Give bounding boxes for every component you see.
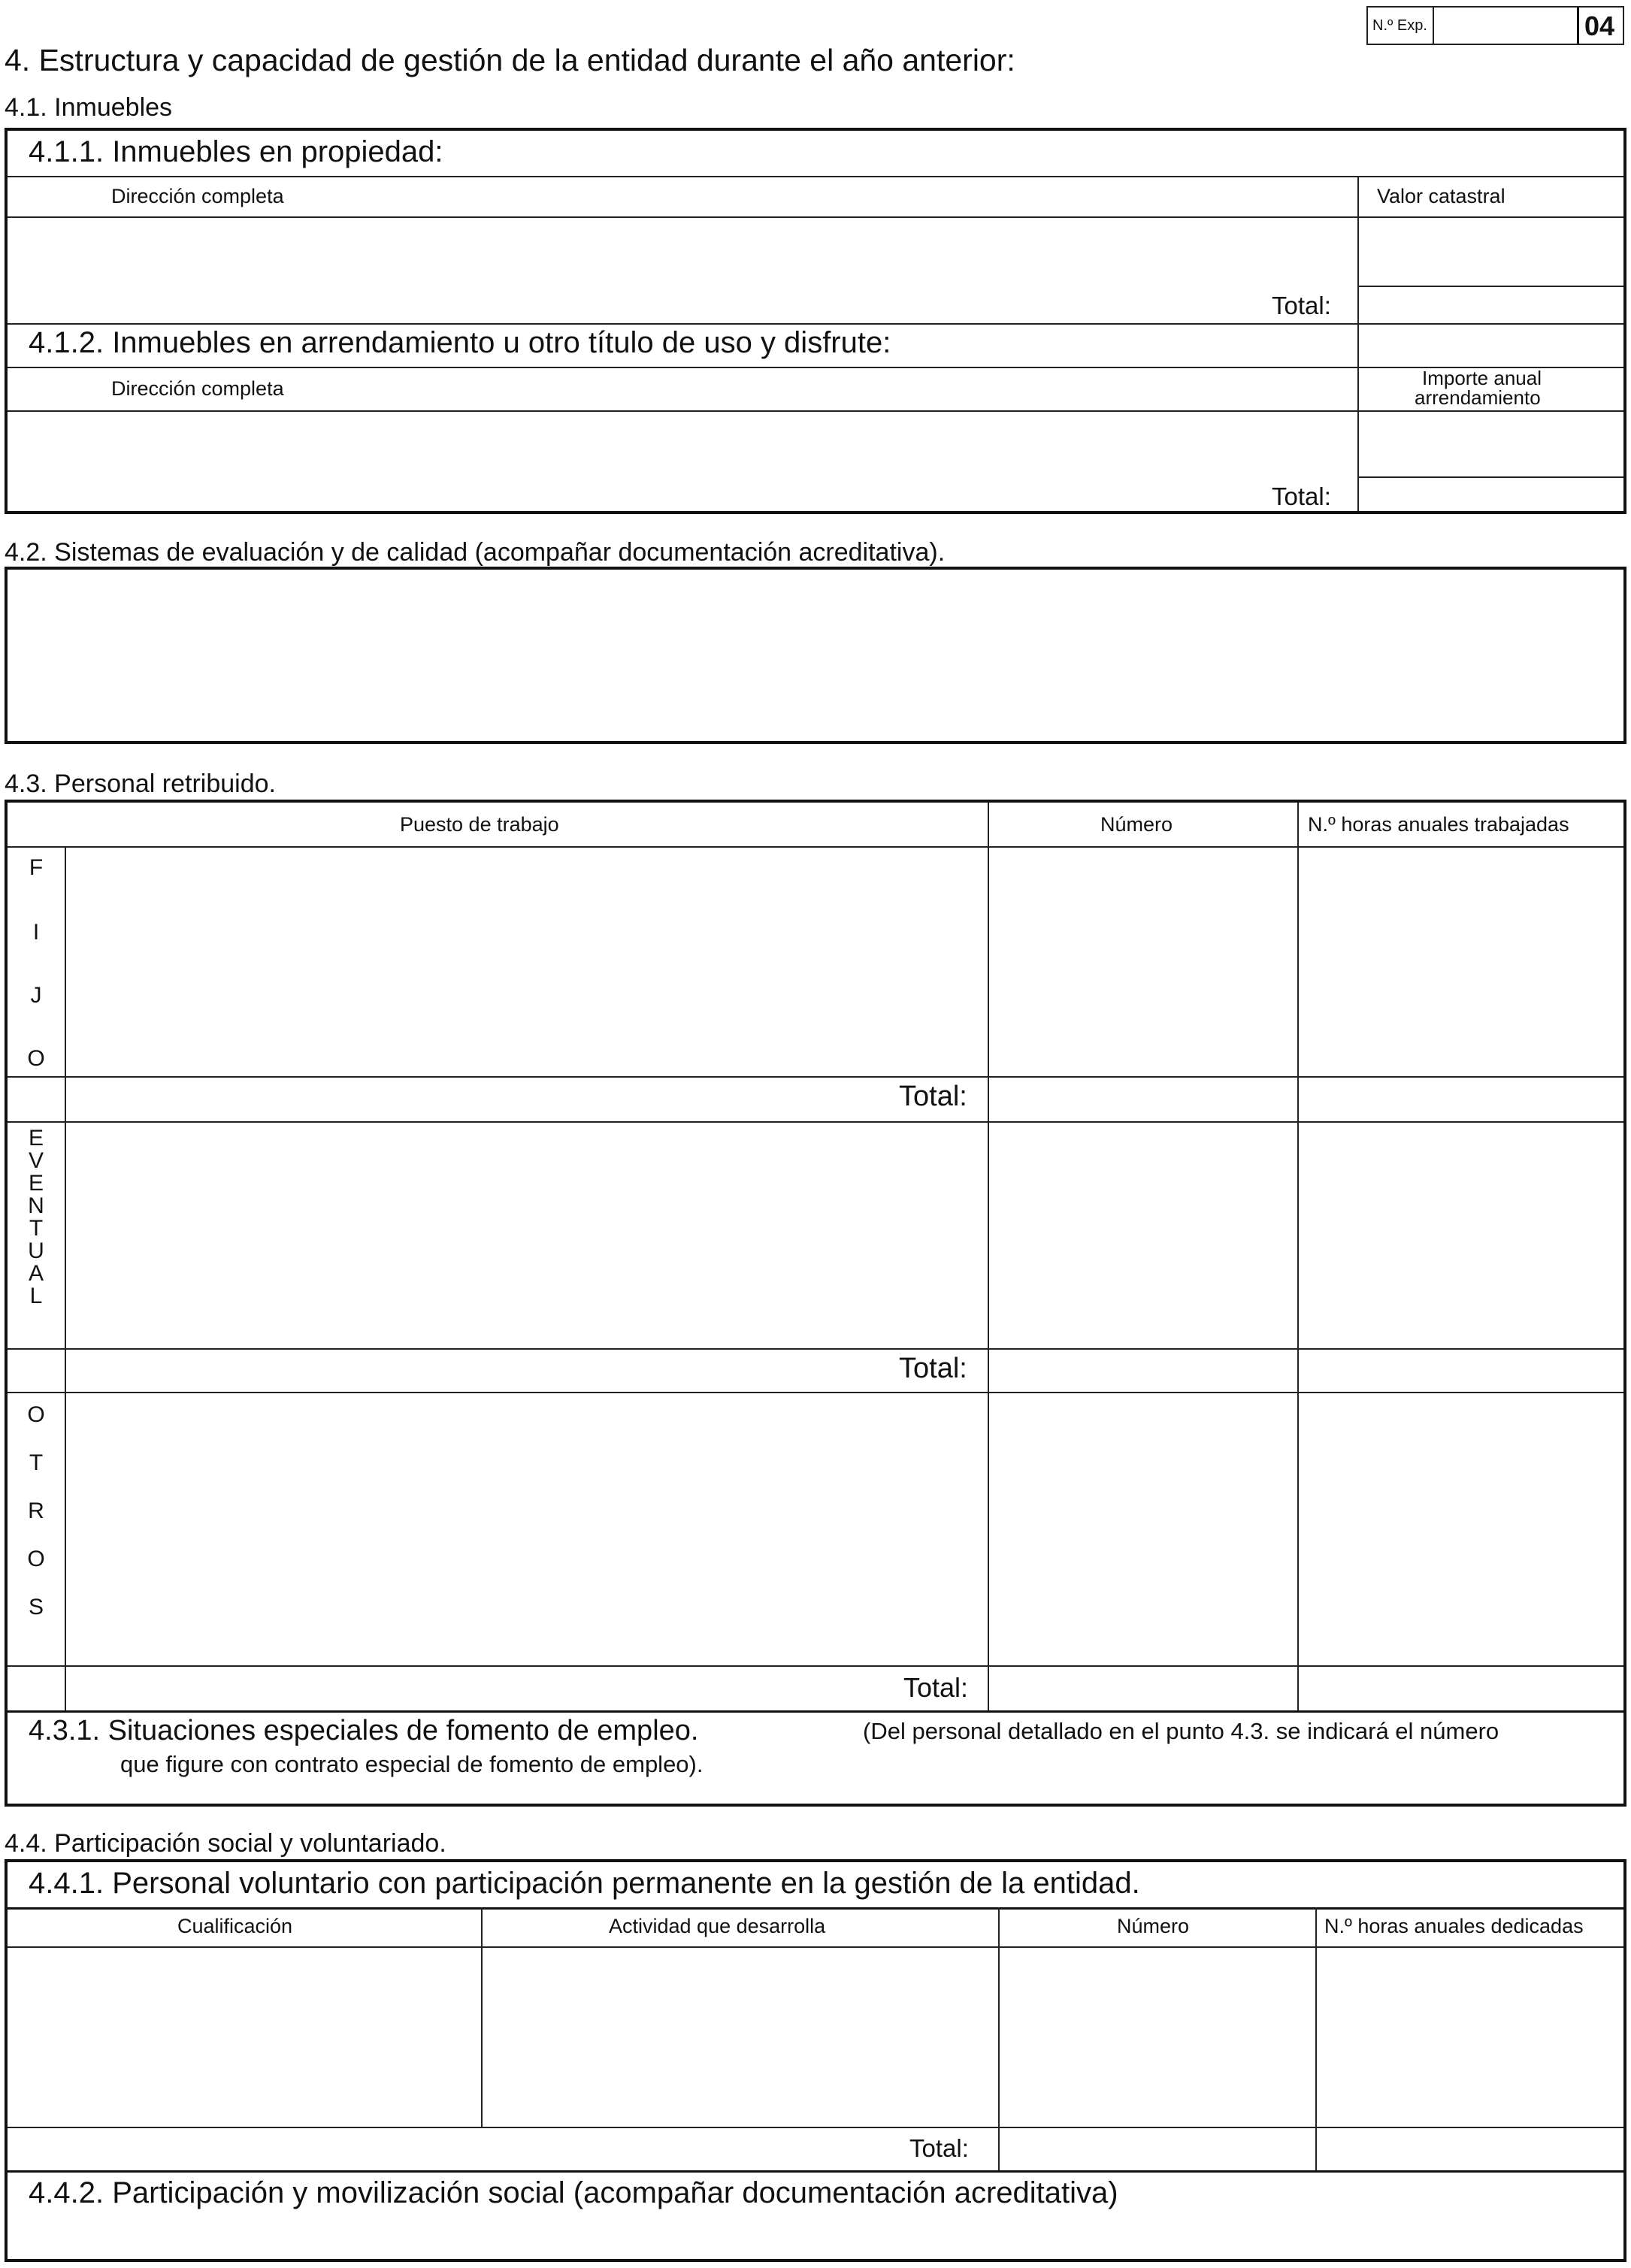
section-4-1-1-title: 4.1.1. Inmuebles en propiedad:: [29, 135, 443, 168]
fijo-hours-input[interactable]: [1300, 849, 1620, 1073]
eventual-total-hours-input[interactable]: [1300, 1351, 1620, 1389]
eventual-letter-3: E: [28, 1171, 44, 1196]
col-cadastral-value: Valor catastral: [1377, 185, 1505, 207]
col-number: Número: [1100, 813, 1173, 836]
fijo-letter-4: O: [27, 1046, 45, 1071]
otros-letter-1: O: [27, 1402, 45, 1427]
volunteer-qualification-input[interactable]: [11, 1949, 478, 2124]
section-4-1-title: 4.1. Inmuebles: [5, 93, 173, 122]
fijo-job-input[interactable]: [68, 849, 985, 1073]
leased-property-rent-input[interactable]: [1360, 413, 1620, 475]
otros-number-input[interactable]: [991, 1395, 1294, 1662]
form-code: 04: [1584, 11, 1615, 41]
volunteer-section-box: [5, 1859, 1626, 2262]
volunteer-total-hours-input[interactable]: [1318, 2130, 1620, 2167]
section-4-3-1-note-1: (Del personal detallado en el punto 4.3. se indicará el número: [863, 1718, 1499, 1744]
volunteer-total-number-input[interactable]: [1001, 2130, 1312, 2167]
employment-promotion-input[interactable]: [11, 1780, 1620, 1804]
eventual-number-input[interactable]: [991, 1124, 1294, 1345]
otros-letter-5: S: [28, 1595, 44, 1619]
fijo-total-label: Total:: [899, 1081, 967, 1112]
col-address-leased: Dirección completa: [111, 377, 284, 400]
leased-total-input[interactable]: [1360, 479, 1620, 510]
section-4-4-title: 4.4. Participación social y voluntariado.: [5, 1829, 446, 1858]
fijo-total-number-input[interactable]: [991, 1079, 1294, 1118]
col-volunteer-number: Número: [1117, 1915, 1190, 1937]
col-qualification: Cualificación: [177, 1915, 293, 1937]
volunteer-activity-input[interactable]: [484, 1949, 995, 2124]
volunteer-total-label: Total:: [909, 2134, 969, 2162]
eventual-job-input[interactable]: [68, 1124, 985, 1345]
section-4-1-box: [5, 128, 1626, 514]
otros-letter-4: O: [27, 1547, 45, 1571]
otros-hours-input[interactable]: [1300, 1395, 1620, 1662]
section-4-1-2-title: 4.1.2. Inmuebles en arrendamiento u otro título de uso y disfrute:: [29, 326, 891, 359]
eventual-letter-4: N: [28, 1193, 44, 1218]
col-annual-rent-1: Importe anual: [1422, 367, 1542, 389]
quality-systems-textarea[interactable]: [5, 567, 1626, 744]
eventual-letter-7: A: [28, 1261, 44, 1286]
owned-total-input[interactable]: [1360, 289, 1620, 323]
col-activity: Actividad que desarrolla: [609, 1915, 826, 1937]
otros-job-input[interactable]: [68, 1395, 985, 1662]
eventual-letter-1: E: [28, 1126, 44, 1151]
paid-staff-table: [5, 800, 1626, 1807]
otros-total-number-input[interactable]: [991, 1668, 1294, 1709]
col-annual-rent-2: arrendamiento: [1415, 386, 1541, 409]
fijo-letter-2: I: [32, 920, 40, 945]
otros-total-hours-input[interactable]: [1300, 1668, 1620, 1709]
expedient-number-box: [1366, 6, 1624, 45]
otros-letter-3: R: [28, 1498, 44, 1523]
eventual-letter-5: T: [29, 1216, 44, 1241]
expedient-number-label: N.º Exp.: [1372, 17, 1427, 34]
section-4-3-1-note-2: que figure con contrato especial de fomento de empleo).: [120, 1751, 704, 1777]
expedient-number-input[interactable]: [1434, 8, 1575, 44]
page-title: 4. Estructura y capacidad de gestión de la entidad durante el año anterior:: [5, 43, 1015, 77]
otros-total-label: Total:: [903, 1672, 969, 1703]
eventual-letter-8: L: [29, 1284, 43, 1308]
volunteer-hours-input[interactable]: [1318, 1949, 1620, 2124]
col-job-position: Puesto de trabajo: [400, 813, 559, 836]
section-4-4-1-title: 4.4.1. Personal voluntario con participación permanente en la gestión de la entidad.: [29, 1867, 1140, 1900]
owned-property-address-input[interactable]: [11, 219, 1354, 325]
section-4-3-title: 4.3. Personal retribuido.: [5, 770, 276, 798]
col-annual-hours: N.º horas anuales trabajadas: [1308, 813, 1569, 836]
eventual-hours-input[interactable]: [1300, 1124, 1620, 1345]
leased-total-label: Total:: [1272, 482, 1331, 510]
fijo-total-hours-input[interactable]: [1300, 1079, 1620, 1118]
fijo-number-input[interactable]: [991, 849, 1294, 1073]
section-4-4-2-title: 4.4.2. Participación y movilización social (acompañar documentación acreditativa): [29, 2176, 1118, 2209]
fijo-letter-3: J: [30, 983, 42, 1008]
section-4-2-title: 4.2. Sistemas de evaluación y de calidad (acompañar documentación acreditativa).: [5, 538, 946, 567]
leased-property-address-input[interactable]: [11, 413, 1354, 510]
section-4-3-1-title: 4.3.1. Situaciones especiales de fomento de empleo.: [29, 1715, 699, 1746]
eventual-letter-6: U: [28, 1238, 44, 1263]
owned-property-value-input[interactable]: [1360, 219, 1620, 286]
owned-total-label: Total:: [1272, 292, 1331, 319]
eventual-total-number-input[interactable]: [991, 1351, 1294, 1389]
volunteer-number-input[interactable]: [1001, 1949, 1312, 2124]
otros-letter-2: T: [29, 1450, 44, 1475]
col-volunteer-hours: N.º horas anuales dedicadas: [1324, 1915, 1584, 1937]
social-participation-input[interactable]: [11, 2215, 1620, 2259]
eventual-total-label: Total:: [899, 1353, 967, 1384]
col-address: Dirección completa: [111, 185, 284, 207]
eventual-letter-2: V: [28, 1148, 44, 1173]
fijo-letter-1: F: [29, 855, 44, 880]
